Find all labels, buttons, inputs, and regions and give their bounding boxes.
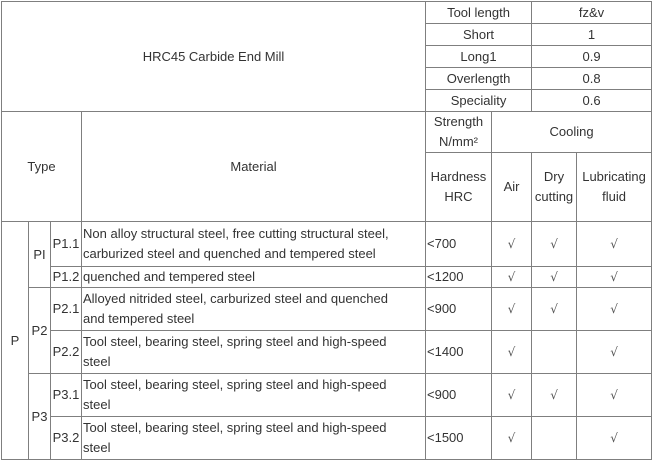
strength-unit: N/mm² (439, 134, 478, 149)
dry-cutting-check (532, 331, 577, 374)
row-code: P3.2 (51, 417, 82, 460)
row-value: <1500 (426, 417, 492, 460)
lubricating-check: √ (577, 374, 652, 417)
tool-length-factor: 0.6 (532, 90, 652, 112)
dry-cutting-check: √ (532, 374, 577, 417)
dry-cutting-header (532, 153, 577, 222)
lubricating-label-1: Lubricating (582, 169, 646, 184)
table-row (2, 417, 652, 460)
dry-cutting-label-1: Dry (543, 169, 565, 184)
end-mill-parameter-table (1, 1, 652, 460)
air-check: √ (492, 331, 532, 374)
tool-length-factor: 0.8 (532, 68, 652, 90)
row-value: <1400 (426, 331, 492, 374)
table-row (2, 374, 652, 417)
row-material: Non alloy structural steel, free cutting structural steel, carburized steel and quenched and tempered steel (82, 222, 426, 267)
row-code: P3.1 (51, 374, 82, 417)
lubricating-check: √ (577, 417, 652, 460)
dry-cutting-label-2: cutting (534, 189, 574, 204)
row-code: P2.1 (51, 288, 82, 331)
row-code: P2.2 (51, 331, 82, 374)
subgroup-label: P3 (29, 374, 51, 460)
table-row (2, 331, 652, 374)
dry-cutting-check: √ (532, 288, 577, 331)
strength-label: Strength (433, 114, 484, 129)
tool-length-factor: 0.9 (532, 46, 652, 68)
row-material: Alloyed nitrided steel, carburized steel and quenched and tempered steel (82, 288, 426, 331)
lubricating-check: √ (577, 267, 652, 288)
material-header: Material (82, 112, 426, 222)
row-value: <900 (426, 374, 492, 417)
lubricating-label-2: fluid (602, 189, 626, 204)
row-material: Tool steel, bearing steel, spring steel and high-speed steel (82, 331, 426, 374)
tool-length-name: Overlength (426, 68, 532, 90)
subgroup-label: PI (29, 222, 51, 288)
table-title: HRC45 Carbide End Mill (2, 2, 426, 112)
air-check: √ (492, 374, 532, 417)
hardness-header (426, 153, 492, 222)
cooling-header: Cooling (492, 112, 652, 153)
air-check: √ (492, 222, 532, 267)
air-check: √ (492, 288, 532, 331)
lubricating-check: √ (577, 222, 652, 267)
type-header: Type (2, 112, 82, 222)
row-code: P1.2 (51, 267, 82, 288)
factor-header: fz&v (532, 2, 652, 24)
strength-header (426, 112, 492, 153)
lubricating-check: √ (577, 288, 652, 331)
lubricating-fluid-header (577, 153, 652, 222)
group-label: P (2, 222, 29, 460)
subgroup-label: P2 (29, 288, 51, 374)
dry-cutting-check: √ (532, 222, 577, 267)
tool-length-name: Long1 (426, 46, 532, 68)
row-value: <700 (426, 222, 492, 267)
dry-cutting-check: √ (532, 267, 577, 288)
table-row (2, 222, 652, 267)
row-value: <1200 (426, 267, 492, 288)
tool-length-factor: 1 (532, 24, 652, 46)
air-check: √ (492, 267, 532, 288)
tool-length-name: Short (426, 24, 532, 46)
lubricating-check: √ (577, 331, 652, 374)
row-material: Tool steel, bearing steel, spring steel and high-speed steel (82, 374, 426, 417)
row-material: quenched and tempered steel (82, 267, 426, 288)
table-row (2, 288, 652, 331)
table-row (2, 267, 652, 288)
tool-length-header: Tool length (426, 2, 532, 24)
air-check: √ (492, 417, 532, 460)
dry-cutting-check (532, 417, 577, 460)
row-material: Tool steel, bearing steel, spring steel and high-speed steel (82, 417, 426, 460)
row-value: <900 (426, 288, 492, 331)
hardness-unit: HRC (444, 189, 473, 204)
hardness-label: Hardness (430, 169, 487, 184)
air-header: Air (492, 153, 532, 222)
row-code: P1.1 (51, 222, 82, 267)
tool-length-name: Speciality (426, 90, 532, 112)
